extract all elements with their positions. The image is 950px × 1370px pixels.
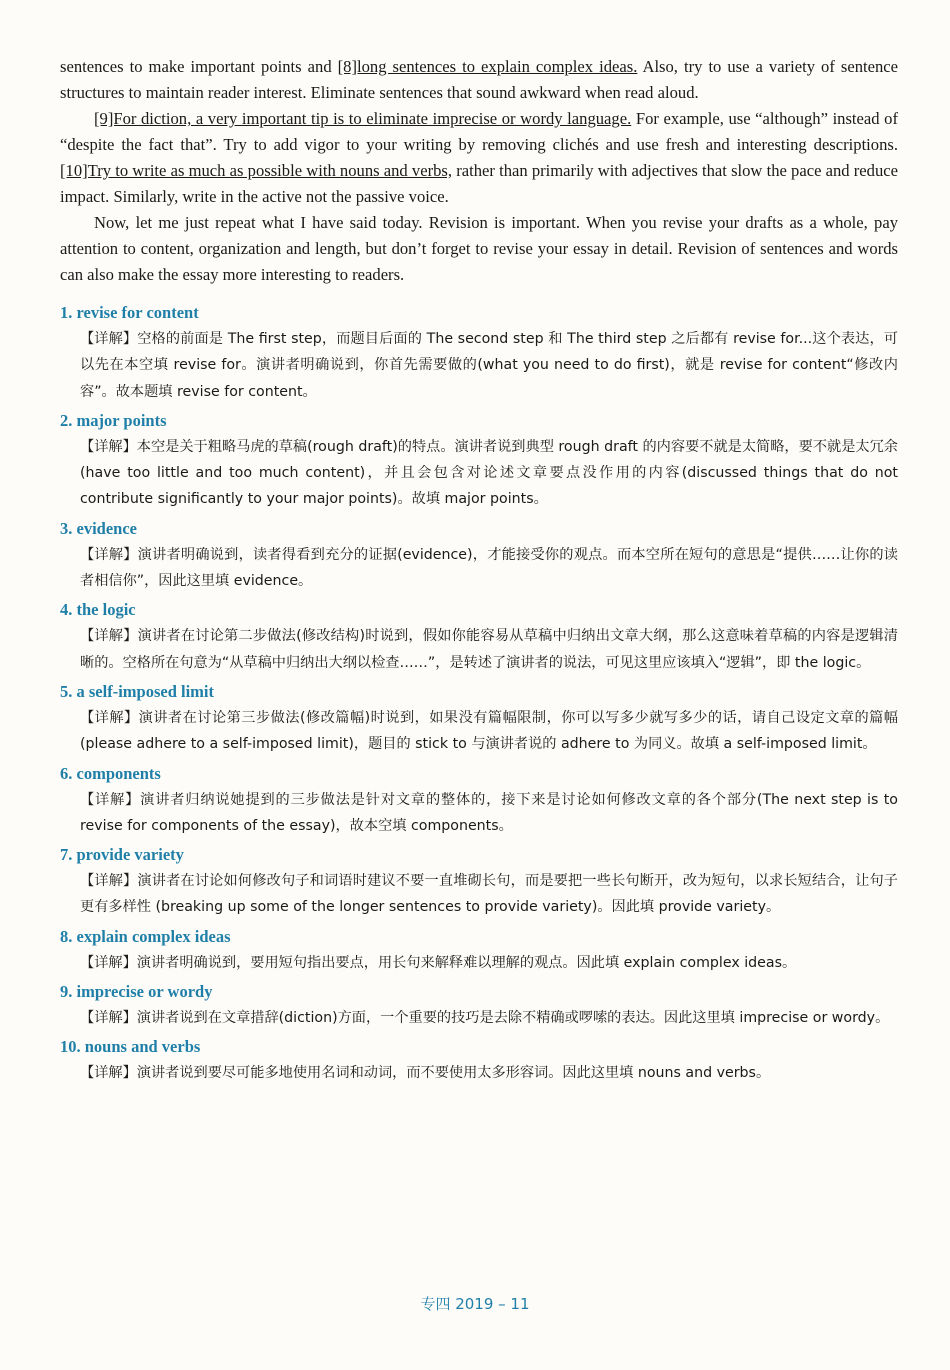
answer-label: 2. major points [60,410,167,430]
answer-label: 8. explain complex ideas [60,926,231,946]
answer-explanation: 【详解】演讲者在讨论如何修改句子和词语时建议不要一直堆砌长句，而是要把一些长句断开，改为短句，以求长短结合，让句子更有多样性 (breaking up some of the longer sentences to provide variety)。因此填 provide variety。 [80,873,898,916]
answer-explanation: 【详解】演讲者明确说到，读者得看到充分的证据(evidence)，才能接受你的观点。而本空所在短句的意思是“提供……让你的读者相信你”，因此这里填 evidence。 [80,546,898,590]
underlined-answer-9: [9]For diction, a very important tip is to eliminate imprecise or wordy language. [94,109,632,128]
answer-item [60,979,898,1031]
answer-label: 1. revise for content [60,303,199,322]
underlined-answer-8: [8]long sentences to explain complex ideas. [337,57,638,76]
answer-item [60,300,898,405]
answer-key [60,300,898,1087]
answer-label: 9. imprecise or wordy [60,982,213,1002]
underlined-answer-10: [10]Try to write as much as possible with nouns and verbs, [60,161,453,180]
passage-text: For example, use “although” instead of “despite the fact that”. Try to add vigor to your writing by removing clichés and use fresh and interesting descriptions. [60,109,898,154]
answer-item [60,924,898,976]
answer-label: 7. provide variety [60,845,184,865]
answer-item [60,842,898,921]
answer-explanation: 【详解】演讲者在讨论第三步做法(修改篇幅)时说到，如果没有篇幅限制，你可以写多少就写多少的话，请自己设定文章的篇幅 (please adhere to a self-imposed limit)，题目的 stick to 与演讲者说的 adhere to 为同义。故填 a self-imposed limit。 [80,709,898,753]
passage-text: sentences to make important points and [60,57,338,76]
passage-paragraph-2 [60,106,898,210]
answer-item [60,761,898,840]
passage-text: Also, try to use a variety of sentence structures to maintain reader interest. Eliminate sentences that sound awkward when read aloud. [60,57,898,102]
answer-label: 3. evidence [60,518,137,538]
answer-label: 4. the logic [60,600,136,620]
answer-item [60,597,898,676]
answer-label: 10. nouns and verbs [60,1037,201,1057]
answer-explanation: 【详解】演讲者归纳说她提到的三步做法是针对文章的整体的，接下来是讨论如何修改文章的各个部分(The next step is to revise for components of the essay)，故本空填 components。 [80,791,898,834]
answer-item [60,516,898,595]
document-body [60,54,898,1090]
answer-label: 5. a self-imposed limit [60,681,214,701]
answer-label: 6. components [60,763,161,783]
answer-item [60,679,898,758]
page-number: 专四 2019 – 11 [420,1295,530,1313]
passage-paragraph-1 [60,54,898,106]
answer-item [60,1034,898,1086]
answer-item [60,408,898,513]
answer-explanation: 【详解】演讲者明确说到，要用短句指出要点，用长句来解释难以理解的观点。因此填 explain complex ideas。 [80,954,797,971]
answer-explanation: 【详解】空格的前面是 The first step，而题目后面的 The second step 和 The third step 之后都有 revise for...这个表达，可以先在本空填 revise for。演讲者明确说到，你首先需要做的(what you need to do first)，就是 revise for content“修改内容”。故本题填 revise for content。 [80,331,898,400]
answer-explanation: 【详解】演讲者说到在文章措辞(diction)方面，一个重要的技巧是去除不精确或啰嗦的表达。因此这里填 imprecise or wordy。 [80,1010,890,1027]
passage-text: rather than primarily with adjectives that slow the pace and reduce impact. Similarly, write in the active not the passive voice. [60,161,899,206]
answer-explanation: 【详解】本空是关于粗略马虎的草稿(rough draft)的特点。演讲者说到典型 rough draft 的内容要不就是太简略，要不就是太冗余 (have too little and too much content)，并且会包含对论述文章要点没作用的内容(discussed things that do not contribute significantly to your major points)。故填 major points。 [80,438,898,508]
answer-explanation: 【详解】演讲者说到要尽可能多地使用名词和动词，而不要使用太多形容词。因此这里填 nouns and verbs。 [80,1065,771,1082]
passage-paragraph-3: Now, let me just repeat what I have said today. Revision is important. When you revise your drafts as a whole, pay attention to content, organization and length, but don’t forget to revise your essay in detail. Revision of sentences and words can also make the essay more interesting to readers. [60,213,898,284]
answer-explanation: 【详解】演讲者在讨论第二步做法(修改结构)时说到，假如你能容易从草稿中归纳出文章大纲，那么这意味着草稿的内容是逻辑清晰的。空格所在句意为“从草稿中归纳出大纲以检查……”，是转述了演讲者的说法，可见这里应该填入“逻辑”，即 the logic。 [80,628,898,671]
